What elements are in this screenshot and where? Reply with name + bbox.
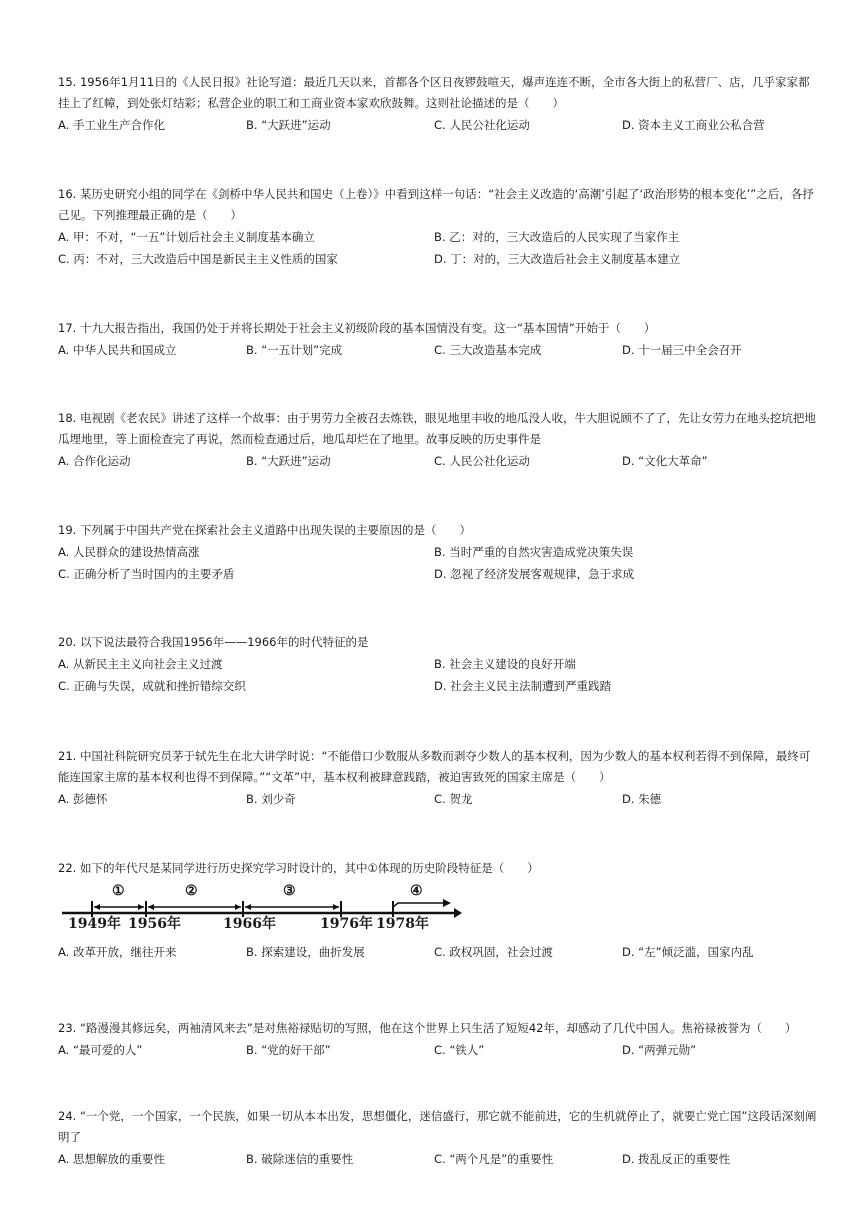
question-22	[58, 858, 818, 963]
option-a[interactable]: A. 中华人民共和国成立	[58, 343, 177, 357]
option-c[interactable]: C. “两个凡是”的重要性	[434, 1152, 554, 1166]
year-1949: 1949年	[68, 916, 121, 932]
question-stem: 17. 十九大报告指出，我国仍处于并将长期处于社会主义初级阶段的基本国情没有变。这一“基本国情”开始于（ ）	[58, 321, 656, 335]
option-c[interactable]: C. 正确与失误，成就和挫折错综交织	[58, 679, 246, 693]
option-b[interactable]: B. 当时严重的自然灾害造成党决策失误	[434, 545, 634, 559]
year-1976: 1976年	[320, 916, 373, 932]
year-1978: 1978年	[376, 916, 429, 932]
year-1956: 1956年	[128, 916, 181, 932]
question-stem: 16. 某历史研究小组的同学在《剑桥中华人民共和国史（上卷）》中看到这样一句话：“社会主义改造的‘高潮’引起了‘政治形势的根本变化’”之后，各抒己见。下列推理最正确的是（ ）	[58, 187, 814, 222]
year-1966: 1966年	[223, 916, 276, 932]
option-d[interactable]: D. 十一届三中全会召开	[622, 343, 742, 357]
option-b[interactable]: B. “党的好干部”	[246, 1043, 331, 1057]
question-24	[58, 1106, 818, 1170]
option-c[interactable]: C. 正确分析了当时国内的主要矛盾	[58, 567, 235, 581]
option-b[interactable]: B. 破除迷信的重要性	[246, 1152, 354, 1166]
option-c[interactable]: C. 丙：不对，三大改造后中国是新民主主义性质的国家	[58, 252, 338, 266]
option-a[interactable]: A. 从新民主主义向社会主义过渡	[58, 657, 223, 671]
question-19	[58, 520, 818, 585]
marker-4: ④	[410, 883, 423, 899]
option-b[interactable]: B. “一五计划”完成	[246, 343, 343, 357]
option-d[interactable]: D. “左”倾泛滥，国家内乱	[622, 945, 754, 959]
option-d[interactable]: D. 丁：对的，三大改造后社会主义制度基本建立	[434, 252, 681, 266]
marker-1: ①	[112, 883, 125, 899]
option-d[interactable]: D. 朱德	[622, 792, 662, 806]
question-21	[58, 746, 818, 810]
option-a[interactable]: A. 改革开放，继往开来	[58, 945, 177, 959]
option-a[interactable]: A. 思想解放的重要性	[58, 1152, 165, 1166]
option-a[interactable]: A. 人民群众的建设热情高涨	[58, 545, 200, 559]
option-a[interactable]: A. 手工业生产合作化	[58, 118, 165, 132]
option-d[interactable]: D. 资本主义工商业公私合营	[622, 118, 765, 132]
option-c[interactable]: C. 贺龙	[434, 792, 473, 806]
timeline-ruler	[58, 883, 468, 939]
question-stem: 19. 下列属于中国共产党在探索社会主义道路中出现失误的主要原因的是（ ）	[58, 523, 471, 537]
option-a[interactable]: A. 彭德怀	[58, 792, 108, 806]
option-d[interactable]: D. 忽视了经济发展客观规律，急于求成	[434, 567, 635, 581]
marker-3: ③	[283, 883, 296, 899]
question-stem: 21. 中国社科院研究员茅于轼先生在北大讲学时说：“不能借口少数服从多数而剥夺少数人的基本权利，因为少数人的基本权利若得不到保障，最终可能连国家主席的基本权利也得不到保障。”“文革”中，基本权利被肆意践踏，被迫害致死的国家主席是（ ）	[58, 749, 811, 784]
option-b[interactable]: B. “大跃进”运动	[246, 118, 331, 132]
option-c[interactable]: C. 人民公社化运动	[434, 118, 530, 132]
option-d[interactable]: D. “文化大革命”	[622, 454, 708, 468]
option-b[interactable]: B. 社会主义建设的良好开端	[434, 657, 576, 671]
question-23	[58, 1018, 818, 1061]
option-b[interactable]: B. 刘少奇	[246, 792, 296, 806]
question-stem: 20. 以下说法最符合我国1956年——1966年的时代特征的是	[58, 635, 369, 649]
option-a[interactable]: A. 甲：不对，“一五”计划后社会主义制度基本确立	[58, 230, 315, 244]
option-d[interactable]: D. “两弹元勋”	[622, 1043, 697, 1057]
question-stem: 23. “路漫漫其修远矣，两袖清风来去”是对焦裕禄贴切的写照，他在这个世界上只生活了短短42年，却感动了几代中国人。焦裕禄被誉为（ ）	[58, 1021, 797, 1035]
question-stem: 24. “一个党，一个国家，一个民族，如果一切从本本出发，思想僵化，迷信盛行，那它就不能前进，它的生机就停止了，就要亡党亡国”这段话深刻阐明了	[58, 1109, 817, 1144]
question-stem: 15. 1956年1月11日的《人民日报》社论写道：最近几天以来，首都各个区日夜锣鼓喧天，爆声连连不断，全市各大街上的私营厂、店，几乎家家都挂上了红幛，到处张灯结彩；私营企业的职工和工商业资本家欢欣鼓舞。这则社论描述的是（ ）	[58, 75, 810, 110]
option-c[interactable]: C. 三大改造基本完成	[434, 343, 542, 357]
option-c[interactable]: C. 政权巩固，社会过渡	[434, 945, 553, 959]
option-b[interactable]: B. 乙：对的，三大改造后的人民实现了当家作主	[434, 230, 680, 244]
question-stem: 22. 如下的年代尺是某同学进行历史探究学习时设计的，其中①体现的历史阶段特征是（ ）	[58, 861, 539, 875]
option-d[interactable]: D. 拨乱反正的重要性	[622, 1152, 731, 1166]
option-b[interactable]: B. “大跃进”运动	[246, 454, 331, 468]
option-c[interactable]: C. “铁人”	[434, 1043, 485, 1057]
option-b[interactable]: B. 探索建设，曲折发展	[246, 945, 365, 959]
option-c[interactable]: C. 人民公社化运动	[434, 454, 530, 468]
option-a[interactable]: A. 合作化运动	[58, 454, 131, 468]
question-stem: 18. 电视剧《老农民》讲述了这样一个故事：由于男劳力全被召去炼铁，眼见地里丰收的地瓜没人收，牛大胆说顾不了了，先让女劳力在地头挖坑把地瓜埋地里，等上面检查完了再说，然而检查通过后，地瓜却烂在了地里。故事反映的历史事件是	[58, 411, 816, 446]
question-18	[58, 408, 818, 472]
question-17	[58, 318, 818, 361]
question-15	[58, 72, 818, 136]
question-16	[58, 184, 818, 270]
marker-2: ②	[185, 883, 198, 899]
option-d[interactable]: D. 社会主义民主法制遭到严重践踏	[434, 679, 612, 693]
question-20	[58, 632, 818, 697]
option-a[interactable]: A. “最可爱的人”	[58, 1043, 143, 1057]
